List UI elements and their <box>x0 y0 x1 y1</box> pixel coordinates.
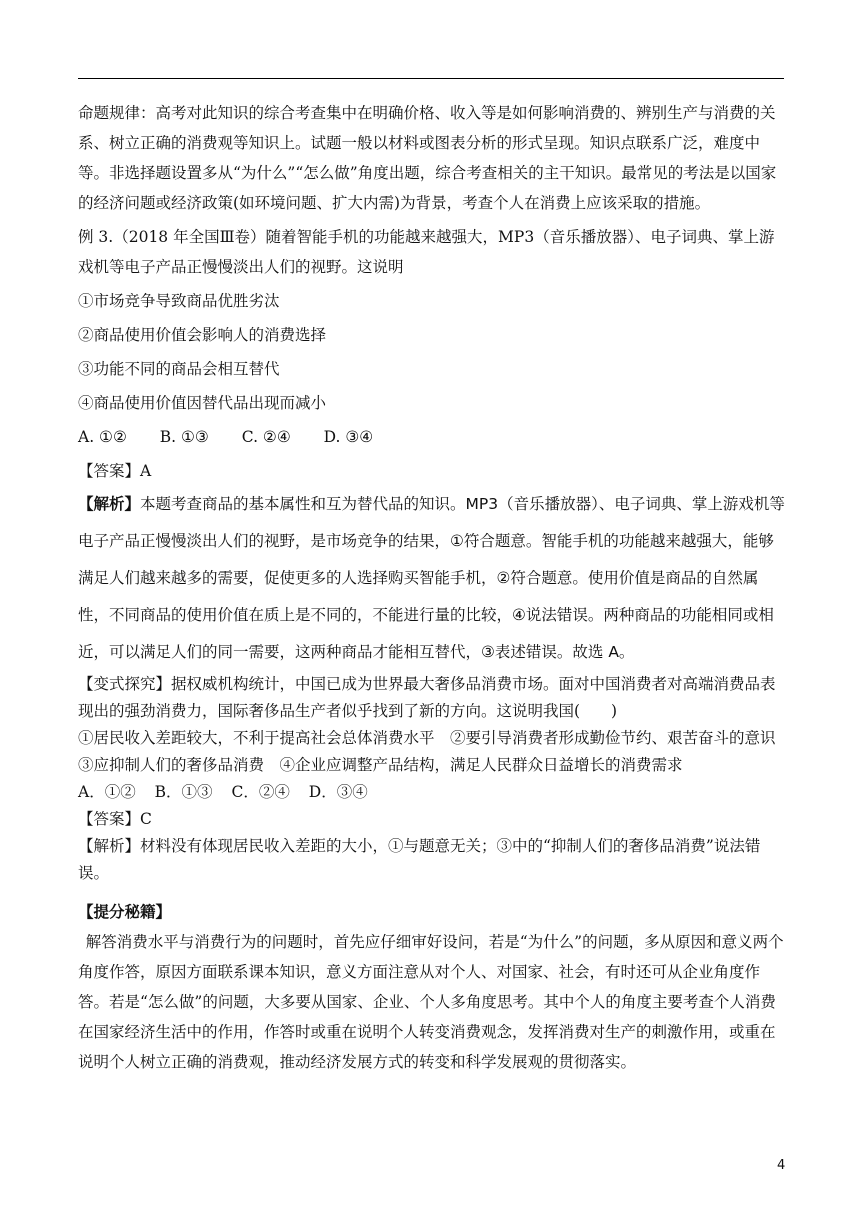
option-a: A. ①② <box>78 428 127 446</box>
tips-title: 【提分秘籍】 <box>78 902 172 921</box>
option-d: D. ③④ <box>323 428 374 446</box>
example3-options <box>78 422 788 452</box>
variant-answer: 【答案】C <box>78 810 152 828</box>
variant-option-d: D．③④ <box>308 783 368 801</box>
variant-stem: 【变式探究】据权威机构统计，中国已成为世界最大奢侈品消费市场。面对中国消费者对高端消费品表现出的强劲消费力，国际奢侈品生产者似乎找到了新的方向。这说明我国( ) <box>78 675 776 720</box>
option-c: C. ②④ <box>241 428 291 446</box>
variant-option-b: B．①③ <box>154 783 213 801</box>
analysis-label: 【解析】 <box>78 495 141 513</box>
example3-item-4: ④商品使用价值因替代品出现而减小 <box>78 394 327 412</box>
header-rule <box>78 78 784 79</box>
example3-answer: 【答案】A <box>78 462 152 480</box>
analysis-text: 本题考查商品的基本属性和互为替代品的知识。MP3（音乐播放器）、电子词典、掌上游戏机等电子产品正慢慢淡出人们的视野，是市场竞争的结果，①符合题意。智能手机的功能越来越强大，能够满足人们越来越多的需要，促使更多的人选择购买智能手机，②符合题意。使用价值是商品的自然属性，不同商品的使用价值在质上是不同的，不能进行量的比较，④说法错误。两种商品的功能相同或相近，可以满足人们的同一需要，这两种商品才能相互替代，③表述错误。故选 A。 <box>78 495 785 661</box>
example3-item-1: ①市场竞争导致商品优胜劣汰 <box>78 292 280 310</box>
variant-options <box>78 779 788 806</box>
example3-item-3: ③功能不同的商品会相互替代 <box>78 360 280 378</box>
document-body <box>78 98 792 1077</box>
example3-item-2: ②商品使用价值会影响人的消费选择 <box>78 326 327 344</box>
page-number: 4 <box>777 1158 786 1173</box>
example3-stem: 例 3.（2018 年全国Ⅲ卷）随着智能手机的功能越来越强大，MP3（音乐播放器）、电子词典、掌上游戏机等电子产品正慢慢淡出人们的视野。这说明 <box>78 228 775 276</box>
variant-option-c: C．②④ <box>231 783 290 801</box>
example3-analysis <box>78 486 788 671</box>
variant-analysis: 【解析】材料没有体现居民收入差距的大小，①与题意无关；③中的“抑制人们的奢侈品消费”说法错误。 <box>78 837 761 882</box>
rule-law-paragraph: 命题规律：高考对此知识的综合考查集中在明确价格、收入等是如何影响消费的、辨别生产与消费的关系、树立正确的消费观等知识上。试题一般以材料或图表分析的形式呈现。知识点联系广泛，难度中等。非选择题设置多从“为什么”“怎么做”角度出题，综合考查相关的主干知识。最常见的考法是以国家的经济问题或经济政策(如环境问题、扩大内需)为背景，考查个人在消费上应该采取的措施。 <box>78 104 777 212</box>
variant-option-a: A．①② <box>78 783 136 801</box>
tips-body: 解答消费水平与消费行为的问题时，首先应仔细审好设问，若是“为什么”的问题，多从原因和意义两个角度作答，原因方面联系课本知识，意义方面注意从对个人、对国家、社会，有时还可从企业角度作答。若是“怎么做”的问题，大多要从国家、企业、个人多角度思考。其中个人的角度主要考查个人消费在国家经济生活中的作用，作答时或重在说明个人转变消费观念，发挥消费对生产的刺激作用，或重在说明个人树立正确的消费观，推动经济发展方式的转变和科学发展观的贯彻落实。 <box>78 933 784 1071</box>
variant-items: ①居民收入差距较大，不利于提高社会总体消费水平 ②要引导消费者形成勤俭节约、艰苦奋斗的意识 ③应抑制人们的奢侈品消费 ④企业应调整产品结构，满足人民群众日益增长的消费需求 <box>78 729 792 774</box>
option-b: B. ①③ <box>159 428 209 446</box>
